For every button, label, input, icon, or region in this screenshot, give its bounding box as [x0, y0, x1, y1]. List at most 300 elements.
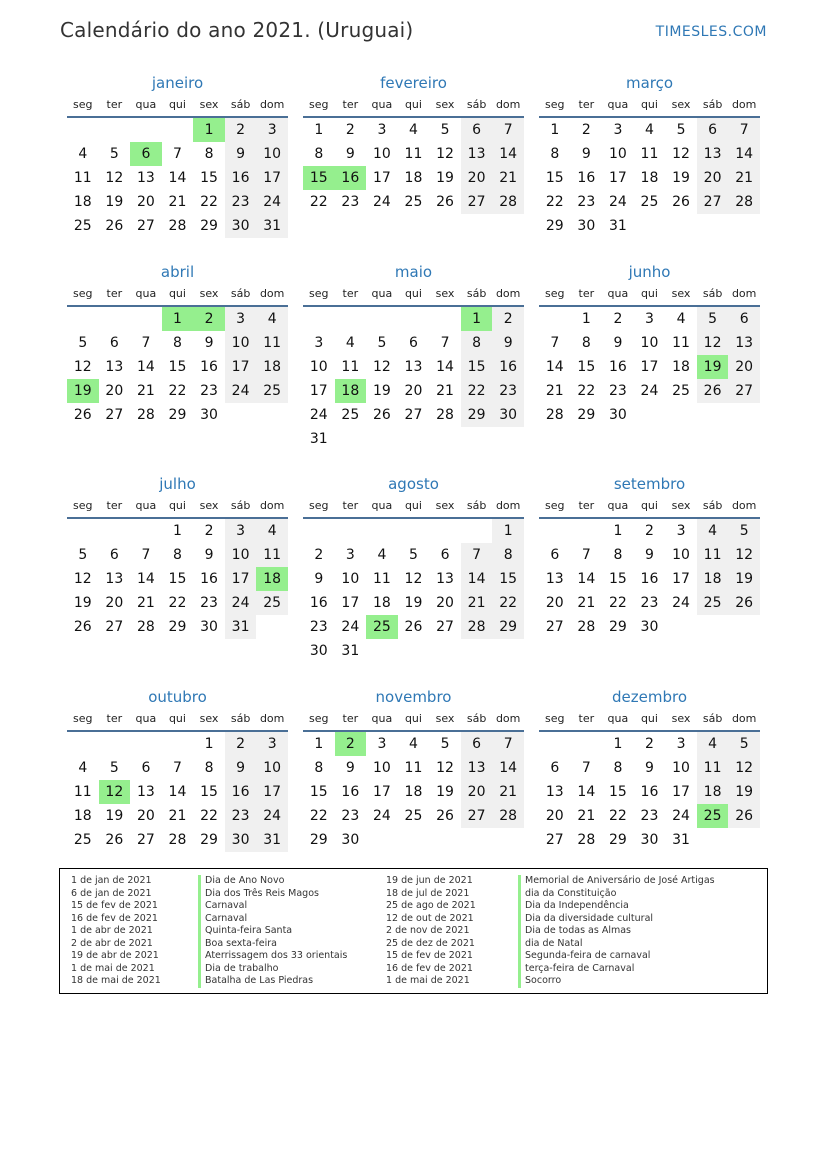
day-cell: 14 — [168, 784, 187, 800]
day-cell: 27 — [461, 804, 493, 828]
day-cell: 27 — [105, 407, 124, 423]
day-cell: 25 — [341, 407, 360, 423]
weekday-header — [539, 495, 760, 519]
day-cell: 15 — [168, 571, 187, 587]
weekday-label: ter — [342, 712, 359, 725]
month-block — [539, 686, 760, 852]
legend-date: 16 de fev de 2021 — [71, 912, 158, 924]
empty-cell — [539, 519, 571, 543]
weekday-label: qua — [607, 499, 629, 512]
day-cell: 8 — [204, 760, 214, 776]
weekday-label: seg — [545, 499, 565, 512]
month-block — [303, 261, 524, 451]
day-cell: 4 — [256, 307, 288, 331]
day-cell: 9 — [314, 571, 324, 587]
weekday-label: dom — [495, 712, 521, 725]
day-cell: 9 — [645, 760, 654, 776]
day-cell: 25 — [73, 832, 92, 848]
day-cell: 17 — [225, 567, 257, 591]
weekday-label: seg — [309, 499, 329, 512]
day-cell: 11 — [372, 571, 391, 587]
day-cell: 14 — [492, 756, 524, 780]
weekday-label: qua — [607, 98, 629, 111]
day-cell: 29 — [608, 619, 627, 635]
day-cell: 7 — [550, 335, 560, 351]
weekday-label: ter — [342, 98, 359, 111]
day-grid — [67, 118, 288, 238]
day-grid — [303, 519, 524, 663]
weekday-label: sex — [435, 499, 455, 512]
day-cell: 8 — [581, 335, 591, 351]
empty-cell — [99, 519, 131, 543]
day-cell: 25 — [640, 194, 659, 210]
day-cell: 6 — [728, 307, 760, 331]
legend-dates-right — [386, 875, 476, 988]
day-cell: 4 — [377, 547, 387, 563]
day-cell: 3 — [256, 118, 288, 142]
day-cell: 2 — [581, 122, 591, 138]
day-cell: 15 — [577, 359, 596, 375]
weekday-label: qui — [168, 98, 186, 111]
weekday-label: qui — [640, 499, 658, 512]
weekday-label: sex — [199, 499, 219, 512]
holiday-day-cell: 1 — [193, 118, 225, 142]
day-cell: 9 — [645, 547, 654, 563]
day-cell: 26 — [73, 619, 92, 635]
day-cell: 16 — [492, 355, 524, 379]
weekday-label: qui — [404, 287, 422, 300]
weekday-label: sáb — [702, 98, 723, 111]
weekday-label: ter — [106, 499, 123, 512]
day-cell: 18 — [372, 595, 391, 611]
weekday-label: qua — [607, 712, 629, 725]
day-cell: 18 — [73, 194, 92, 210]
day-cell: 10 — [372, 146, 391, 162]
day-cell: 8 — [613, 547, 623, 563]
day-cell: 16 — [341, 784, 360, 800]
day-cell: 17 — [640, 359, 659, 375]
day-cell: 12 — [404, 571, 423, 587]
day-cell: 1 — [492, 519, 524, 543]
weekday-label: qua — [371, 287, 393, 300]
day-cell: 21 — [136, 383, 155, 399]
day-cell: 22 — [309, 808, 328, 824]
day-cell: 22 — [200, 808, 218, 824]
day-cell: 19 — [404, 595, 423, 611]
month-name: julho — [159, 475, 196, 493]
day-cell: 28 — [136, 619, 155, 635]
day-cell: 9 — [492, 331, 524, 355]
weekday-label: dom — [259, 499, 285, 512]
month-block — [539, 261, 760, 451]
day-cell: 9 — [225, 142, 257, 166]
weekday-header — [539, 283, 760, 307]
day-grid — [67, 732, 288, 852]
day-cell: 25 — [256, 591, 288, 615]
day-cell: 14 — [168, 170, 187, 186]
legend-holiday-name: Segunda-feira de carnaval — [518, 950, 715, 963]
day-cell: 14 — [577, 571, 596, 587]
day-cell: 14 — [545, 359, 564, 375]
empty-cell — [303, 307, 335, 331]
day-cell: 25 — [404, 194, 423, 210]
holiday-day-cell: 25 — [697, 804, 729, 828]
day-cell: 13 — [105, 359, 124, 375]
day-cell: 13 — [105, 571, 124, 587]
weekday-label: qua — [371, 98, 393, 111]
legend-date: 19 de abr de 2021 — [71, 950, 159, 961]
day-cell: 27 — [436, 619, 454, 635]
day-cell: 19 — [105, 808, 124, 824]
legend-holiday-name: Dia de Ano Novo — [198, 875, 347, 888]
day-cell: 21 — [492, 166, 524, 190]
day-cell: 24 — [256, 190, 288, 214]
day-cell: 22 — [608, 595, 627, 611]
day-cell: 13 — [136, 784, 155, 800]
weekday-header — [67, 283, 288, 307]
day-cell: 3 — [676, 736, 686, 752]
day-cell: 16 — [640, 571, 659, 587]
day-cell: 16 — [200, 359, 218, 375]
legend-date: 25 de ago de 2021 — [386, 900, 476, 911]
weekday-label: ter — [106, 287, 123, 300]
day-cell: 5 — [109, 760, 119, 776]
legend-holiday-name: Quinta-feira Santa — [198, 925, 347, 938]
day-cell: 22 — [545, 194, 564, 210]
weekday-header — [303, 283, 524, 307]
weekday-label: sáb — [230, 499, 251, 512]
day-cell: 15 — [608, 784, 627, 800]
day-cell: 26 — [672, 194, 690, 210]
day-cell: 26 — [436, 808, 454, 824]
day-cell: 2 — [645, 736, 654, 752]
day-cell: 3 — [645, 311, 654, 327]
day-cell: 4 — [345, 335, 355, 351]
day-cell: 22 — [577, 383, 596, 399]
day-cell: 4 — [409, 122, 418, 138]
weekday-label: sex — [671, 287, 691, 300]
day-cell: 31 — [256, 214, 288, 238]
day-cell: 5 — [676, 122, 686, 138]
day-cell: 30 — [492, 403, 524, 427]
day-cell: 12 — [372, 359, 391, 375]
weekday-label: dom — [259, 712, 285, 725]
month-name: agosto — [388, 475, 439, 493]
empty-cell — [162, 118, 194, 142]
empty-cell — [366, 519, 398, 543]
weekday-label: qui — [404, 98, 422, 111]
day-cell: 7 — [461, 543, 493, 567]
day-cell: 10 — [341, 571, 360, 587]
day-cell: 6 — [550, 547, 560, 563]
empty-cell — [99, 118, 131, 142]
day-cell: 23 — [225, 804, 257, 828]
weekday-label: dom — [495, 98, 521, 111]
day-cell: 17 — [256, 166, 288, 190]
legend-names-right — [518, 875, 715, 988]
weekday-label: qua — [371, 499, 393, 512]
day-cell: 5 — [78, 335, 88, 351]
day-cell: 23 — [341, 808, 360, 824]
legend-date: 16 de fev de 2021 — [386, 962, 473, 974]
empty-cell — [571, 732, 603, 756]
day-cell: 1 — [550, 122, 560, 138]
day-cell: 5 — [409, 547, 418, 563]
empty-cell — [398, 519, 430, 543]
empty-cell — [539, 732, 571, 756]
day-cell: 21 — [545, 383, 564, 399]
weekday-label: qui — [168, 712, 186, 725]
day-cell: 8 — [613, 760, 623, 776]
day-cell: 11 — [697, 543, 729, 567]
legend-holiday-name: Batalha de Las Piedras — [198, 975, 347, 988]
day-cell: 26 — [372, 407, 391, 423]
day-cell: 7 — [141, 335, 151, 351]
day-cell: 28 — [436, 407, 454, 423]
day-cell: 14 — [577, 784, 596, 800]
day-cell: 13 — [436, 571, 454, 587]
month-name: março — [625, 74, 674, 92]
day-cell: 21 — [436, 383, 454, 399]
weekday-label: sáb — [230, 287, 251, 300]
day-cell: 9 — [581, 146, 591, 162]
day-cell: 28 — [492, 190, 524, 214]
weekday-label: qua — [135, 499, 157, 512]
weekday-label: ter — [578, 499, 595, 512]
day-cell: 12 — [436, 760, 454, 776]
day-cell: 20 — [461, 166, 493, 190]
weekday-label: sex — [199, 98, 219, 111]
day-cell: 30 — [225, 214, 257, 238]
empty-cell — [461, 519, 493, 543]
day-cell: 8 — [173, 335, 182, 351]
month-block — [67, 72, 288, 238]
day-cell: 12 — [728, 543, 760, 567]
day-grid — [67, 307, 288, 427]
holiday-day-cell: 19 — [67, 379, 99, 403]
day-cell: 31 — [309, 431, 328, 447]
legend-date: 2 de nov de 2021 — [386, 925, 470, 936]
day-cell: 27 — [728, 379, 760, 403]
day-cell: 27 — [136, 832, 155, 848]
day-cell: 29 — [200, 218, 218, 234]
day-cell: 14 — [461, 567, 493, 591]
day-cell: 10 — [672, 547, 690, 563]
day-cell: 21 — [728, 166, 760, 190]
day-cell: 20 — [436, 595, 454, 611]
month-row — [67, 686, 760, 852]
day-cell: 17 — [372, 784, 391, 800]
day-cell: 22 — [168, 595, 187, 611]
day-cell: 24 — [309, 407, 328, 423]
day-cell: 23 — [640, 808, 659, 824]
day-cell: 17 — [672, 571, 690, 587]
day-cell: 26 — [728, 804, 760, 828]
day-cell: 31 — [256, 828, 288, 852]
day-cell: 27 — [697, 190, 729, 214]
legend-holiday-name: Dia de todas as Almas — [518, 925, 715, 938]
day-cell: 11 — [404, 146, 423, 162]
weekday-label: sáb — [230, 712, 251, 725]
weekday-label: seg — [73, 98, 93, 111]
day-cell: 20 — [545, 808, 564, 824]
day-cell: 30 — [577, 218, 596, 234]
day-cell: 13 — [697, 142, 729, 166]
day-cell: 23 — [577, 194, 596, 210]
legend-date: 1 de mai de 2021 — [71, 962, 155, 974]
day-cell: 18 — [640, 170, 659, 186]
day-cell: 17 — [672, 784, 690, 800]
day-cell: 1 — [173, 523, 182, 539]
weekday-label: sáb — [466, 98, 487, 111]
day-cell: 31 — [225, 615, 257, 639]
month-block — [539, 72, 760, 238]
day-cell: 29 — [168, 619, 187, 635]
empty-cell — [335, 307, 367, 331]
day-cell: 15 — [200, 784, 218, 800]
empty-cell — [67, 307, 99, 331]
holiday-day-cell: 2 — [335, 732, 367, 756]
day-cell: 21 — [461, 591, 493, 615]
day-cell: 18 — [697, 780, 729, 804]
empty-cell — [67, 519, 99, 543]
month-row — [67, 473, 760, 663]
day-cell: 26 — [697, 379, 729, 403]
day-cell: 7 — [141, 547, 151, 563]
weekday-label: sáb — [702, 287, 723, 300]
holiday-day-cell: 6 — [130, 142, 162, 166]
legend-holiday-name: Dia da Independência — [518, 900, 715, 913]
weekday-label: qua — [135, 287, 157, 300]
weekday-label: seg — [73, 287, 93, 300]
day-cell: 30 — [608, 407, 627, 423]
day-cell: 3 — [676, 523, 686, 539]
day-cell: 5 — [728, 519, 760, 543]
day-cell: 26 — [436, 194, 454, 210]
day-cell: 16 — [200, 571, 218, 587]
day-cell: 27 — [545, 832, 564, 848]
weekday-label: ter — [106, 712, 123, 725]
day-cell: 11 — [697, 756, 729, 780]
day-cell: 20 — [105, 595, 124, 611]
weekday-label: dom — [495, 287, 521, 300]
day-cell: 13 — [461, 142, 493, 166]
holiday-day-cell: 1 — [461, 307, 493, 331]
day-cell: 25 — [672, 383, 690, 399]
holiday-day-cell: 18 — [256, 567, 288, 591]
weekday-label: sex — [435, 98, 455, 111]
holiday-day-cell: 1 — [162, 307, 194, 331]
month-name: maio — [394, 263, 433, 281]
empty-cell — [571, 519, 603, 543]
day-cell: 14 — [136, 571, 155, 587]
weekday-header — [67, 495, 288, 519]
day-cell: 27 — [404, 407, 423, 423]
day-cell: 9 — [204, 547, 214, 563]
empty-cell — [429, 307, 461, 331]
day-cell: 6 — [440, 547, 450, 563]
weekday-label: ter — [578, 712, 595, 725]
weekday-label: sáb — [466, 287, 487, 300]
month-row — [67, 261, 760, 451]
day-cell: 9 — [204, 335, 214, 351]
day-cell: 5 — [377, 335, 387, 351]
day-cell: 2 — [204, 523, 214, 539]
weekday-label: dom — [731, 98, 757, 111]
day-cell: 29 — [577, 407, 596, 423]
day-cell: 18 — [404, 170, 423, 186]
day-cell: 3 — [377, 736, 387, 752]
legend-date: 19 de jun de 2021 — [386, 875, 473, 886]
day-cell: 22 — [608, 808, 627, 824]
day-cell: 5 — [440, 122, 450, 138]
day-cell: 26 — [73, 407, 92, 423]
day-cell: 21 — [168, 194, 187, 210]
day-cell: 15 — [608, 571, 627, 587]
empty-cell — [67, 118, 99, 142]
day-cell: 23 — [341, 194, 360, 210]
day-cell: 24 — [341, 619, 360, 635]
legend-date: 6 de jan de 2021 — [71, 887, 152, 899]
day-cell: 8 — [173, 547, 182, 563]
weekday-label: ter — [578, 98, 595, 111]
brand-link[interactable]: TIMESLES.COM — [655, 24, 767, 40]
day-cell: 9 — [613, 335, 623, 351]
day-cell: 7 — [440, 335, 450, 351]
month-row — [67, 72, 760, 238]
day-cell: 20 — [105, 383, 124, 399]
day-cell: 30 — [200, 407, 218, 423]
legend-date: 15 de fev de 2021 — [386, 950, 473, 961]
day-cell: 2 — [645, 523, 654, 539]
day-cell: 10 — [372, 760, 391, 776]
day-cell: 10 — [309, 359, 328, 375]
legend-holiday-name: Dia dos Três Reis Magos — [198, 888, 347, 901]
legend-holiday-name: Memorial de Aniversário de José Artigas — [518, 875, 715, 888]
day-cell: 19 — [436, 170, 454, 186]
day-cell: 4 — [645, 122, 654, 138]
day-cell: 8 — [314, 146, 324, 162]
weekday-label: seg — [545, 287, 565, 300]
day-cell: 21 — [577, 595, 596, 611]
day-cell: 25 — [256, 379, 288, 403]
day-cell: 8 — [461, 331, 493, 355]
day-cell: 30 — [309, 643, 328, 659]
holiday-day-cell: 25 — [366, 615, 398, 639]
day-cell: 20 — [136, 194, 155, 210]
legend-holiday-name: Dia de trabalho — [198, 963, 347, 976]
weekday-header — [303, 708, 524, 732]
day-cell: 24 — [640, 383, 659, 399]
day-cell: 31 — [608, 218, 627, 234]
day-cell: 12 — [672, 146, 690, 162]
weekday-label: qui — [168, 499, 186, 512]
day-cell: 28 — [545, 407, 564, 423]
empty-cell — [130, 307, 162, 331]
day-cell: 10 — [256, 756, 288, 780]
weekday-label: dom — [259, 98, 285, 111]
day-cell: 13 — [545, 784, 564, 800]
day-cell: 29 — [608, 832, 627, 848]
empty-cell — [162, 732, 194, 756]
day-cell: 10 — [225, 331, 257, 355]
day-cell: 5 — [728, 732, 760, 756]
legend-holiday-name: Carnaval — [198, 900, 347, 913]
month-name: fevereiro — [380, 74, 447, 92]
day-cell: 1 — [613, 523, 623, 539]
day-cell: 10 — [640, 335, 659, 351]
day-cell: 1 — [581, 311, 591, 327]
